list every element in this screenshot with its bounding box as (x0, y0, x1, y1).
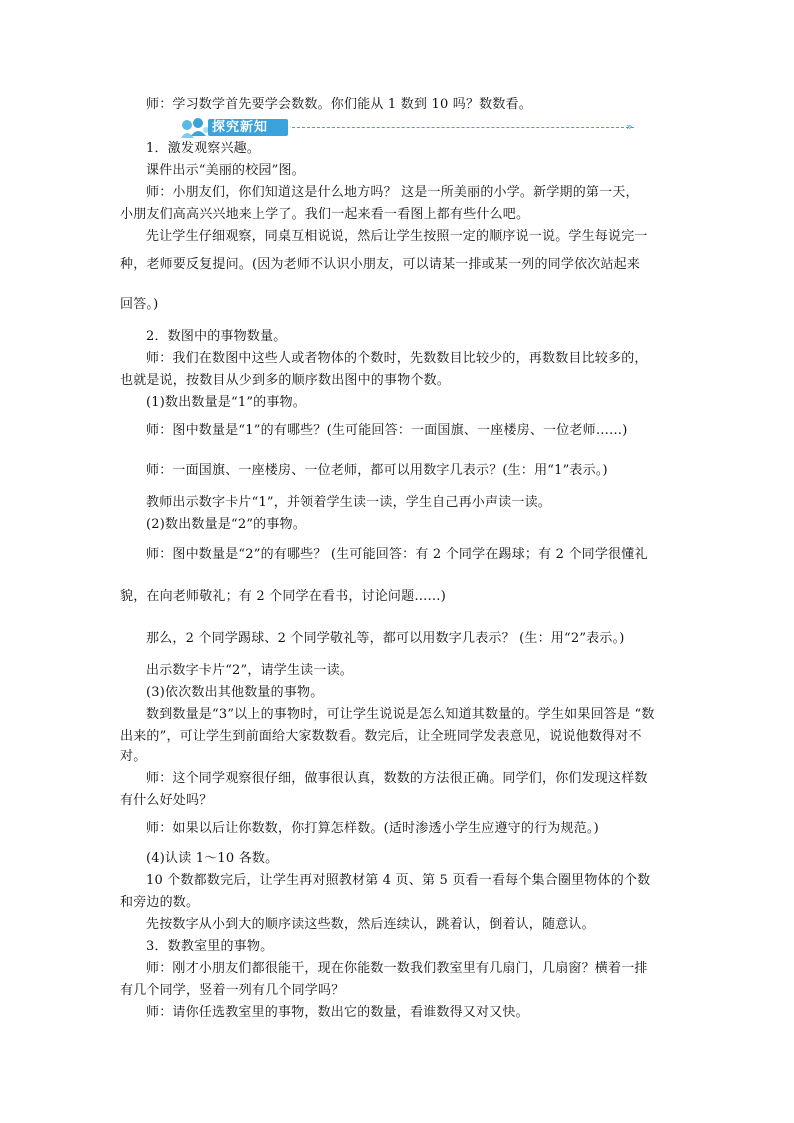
paragraph-line: 师：一面国旗、一座楼房、一位老师，都可以用数字几表示？(生：用“1”表示。) (146, 463, 608, 478)
paragraph-line: 先按数字从小到大的顺序读这些数，然后连续认，跳着认，倒着认，随意认。 (146, 917, 595, 932)
banner-dashed-line (292, 127, 634, 128)
paragraph-line: 1．激发观察兴趣。 (146, 141, 261, 156)
paragraph-line: 种，老师要反复提问。(因为老师不认识小朋友，可以请某一排或某一列的同学依次站起来 (120, 257, 641, 272)
paragraph-line: 师：学习数学首先要学会数数。你们能从 1 数到 10 吗？数数看。 (146, 97, 532, 112)
paragraph-line: 数到数量是“3”以上的事物时，可让学生说说是怎么知道其数量的。学生如果回答是 “数 (146, 707, 655, 722)
paragraph-line: 和旁边的数。 (120, 895, 200, 910)
paragraph-line: 10 个数都数完后，让学生再对照教材第 4 页、第 5 页看一看每个集合圈里物体的个数 (146, 873, 651, 888)
paragraph-line: 那么，2 个同学踢球、2 个同学敬礼等，都可以用数字几表示？ (生：用“2”表示。) (146, 631, 625, 646)
paragraph-line: 出来的”，可让学生到前面给大家数数看。数完后，让全班同学发表意见，说说他数得对不 (120, 729, 642, 744)
banner-title: 探究新知 (212, 120, 269, 135)
paragraph-line: 师：刚才小朋友们都很能干，现在你能数一数我们教室里有几扇门，几扇窗？横着一排 (146, 961, 648, 976)
paragraph-line: (4)认读 1～10 各数。 (146, 851, 279, 866)
paragraph-line: (2)数出数量是“2”的事物。 (146, 517, 306, 532)
paragraph-line: 师：如果以后让你数数，你打算怎样数。(适时渗透小学生应遵守的行为规范。) (146, 821, 599, 836)
paragraph-line: 课件出示“美丽的校园”图。 (146, 163, 305, 178)
section-banner (178, 118, 648, 138)
paragraph-line: 也就是说，按数目从少到多的顺序数出图中的事物个数。 (120, 373, 451, 388)
paragraph-line: 先让学生仔细观察，同桌互相说说，然后让学生按照一定的顺序说一说。学生每说完一 (146, 229, 648, 244)
double-chevron-right-icon: » (626, 120, 633, 133)
paragraph-line: (1)数出数量是“1”的事物。 (146, 395, 306, 410)
paragraph-line: 有几个同学，竖着一列有几个同学吗？ (120, 983, 345, 998)
paragraph-line: 3．数教室里的事物。 (146, 939, 274, 954)
paragraph-line: 师：图中数量是“1”的有哪些？(生可能回答：一面国旗、一座楼房、一位老师……) (146, 423, 628, 438)
paragraph-line: 教师出示数字卡片“1”，并领着学生读一读，学生自己再小声读一读。 (146, 495, 551, 510)
paragraph-line: 貌，在向老师敬礼；有 2 个同学在看书，讨论问题……) (120, 589, 447, 604)
paragraph-line: 师：图中数量是“2”的有哪些？ (生可能回答：有 2 个同学在踢球；有 2 个同学很懂礼 (146, 547, 648, 562)
puzzle-people-icon (178, 116, 212, 140)
paragraph-line: 对。 (120, 749, 147, 764)
paragraph-line: 出示数字卡片“2”，请学生读一读。 (146, 663, 353, 678)
paragraph-line: (3)依次数出其他数量的事物。 (146, 685, 324, 700)
paragraph-line: 2．数图中的事物数量。 (146, 329, 287, 344)
paragraph-line: 师：我们在数图中这些人或者物体的个数时，先数数目比较少的，再数数目比较多的， (146, 351, 648, 366)
paragraph-line: 师：小朋友们，你们知道这是什么地方吗？ 这是一所美丽的小学。新学期的第一天， (146, 185, 639, 200)
paragraph-line: 有什么好处吗？ (120, 793, 213, 808)
paragraph-line: 小朋友们高高兴兴地来上学了。我们一起来看一看图上都有些什么吧。 (120, 207, 530, 222)
paragraph-line: 师：请你任选教室里的事物，数出它的数量，看谁数得又对又快。 (146, 1005, 529, 1020)
paragraph-line: 回答。) (120, 297, 159, 312)
paragraph-line: 师：这个同学观察很仔细，做事很认真，数数的方法很正确。同学们，你们发现这样数 (146, 771, 648, 786)
